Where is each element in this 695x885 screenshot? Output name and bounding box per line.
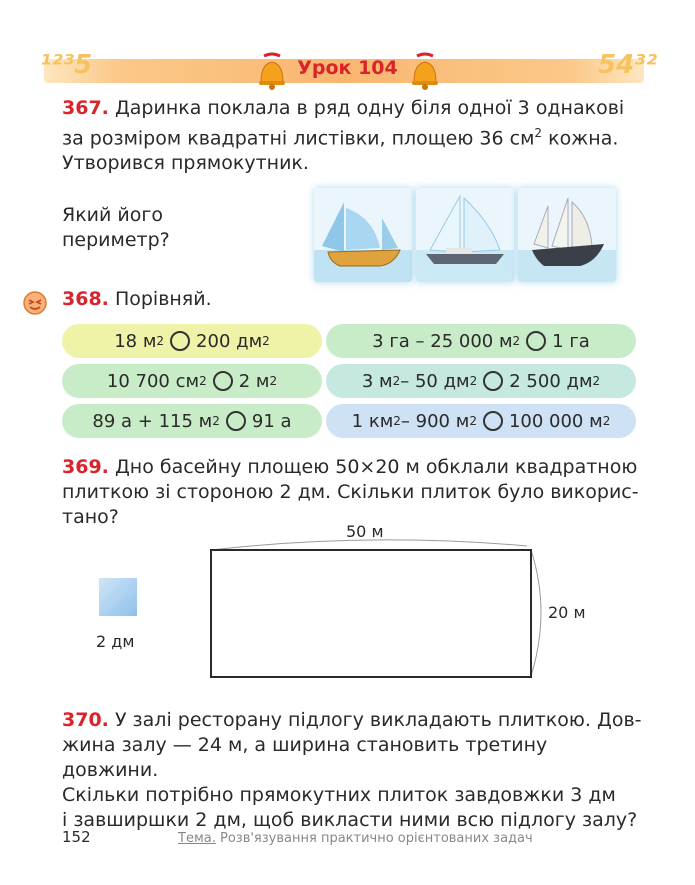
postcard-sailboat-2: [416, 188, 514, 282]
pool-length-label: 50 м: [346, 522, 384, 541]
compare-pill: [326, 364, 636, 398]
sailboat-picture: [314, 188, 412, 282]
superscript: 2: [262, 334, 270, 348]
task-line: Скільки потрібно прямокутних плиток завдовжки 3 дм: [62, 784, 616, 806]
superscript: 2: [469, 374, 478, 388]
compare-circle[interactable]: [483, 411, 503, 431]
task-369-text: [62, 455, 642, 530]
task-line: жина залу — 24 м, а ширина становить третину довжини.: [62, 734, 548, 781]
compare-pill: [326, 404, 636, 438]
expr-left: 89 а + 115 м: [92, 410, 213, 432]
superscript: 2: [512, 334, 521, 348]
superscript: 2: [269, 374, 278, 388]
task-title: Порівняй.: [114, 288, 212, 310]
task-line: і завширшки 2 дм, щоб викласти ними всю підлогу залу?: [62, 809, 638, 831]
postcard-sailboat-1: [314, 188, 412, 282]
task-370-text: [62, 708, 642, 833]
decorative-numbers-right: 54³²: [598, 50, 657, 80]
compare-circle[interactable]: [526, 331, 546, 351]
task-line: Утворився прямокутник.: [62, 152, 309, 175]
task-number: 369.: [62, 456, 109, 478]
postcard-sailboat-3: [518, 188, 616, 282]
expr-left: 10 700 см: [106, 370, 200, 392]
superscript: 2: [392, 374, 401, 388]
sailboat-picture: [416, 188, 514, 282]
expr-right: 1 га: [552, 330, 590, 352]
tile-size-label: 2 дм: [96, 632, 135, 651]
expr-left: 18 м: [114, 330, 157, 352]
expr-left: 1 км: [351, 410, 394, 432]
task-number: 367.: [62, 97, 109, 119]
compare-pill: [326, 324, 636, 358]
smiley-icon: [22, 290, 48, 316]
compare-pill: [62, 324, 322, 358]
expr-right: 200 дм: [196, 330, 263, 352]
expr-left: – 50 дм: [400, 370, 470, 392]
superscript: 2: [393, 414, 401, 428]
topic-label: Тема.: [178, 831, 216, 846]
compare-circle[interactable]: [483, 371, 503, 391]
compare-pill: [62, 404, 322, 438]
task-367-question: [62, 203, 170, 253]
task-line: плиткою зі стороною 2 дм. Скільки плиток було викорис-: [62, 481, 639, 503]
task-line: за розміром квадратні листівки, площею 36 см: [62, 127, 535, 150]
topic-text: Розв'язування практично орієнтованих задач: [215, 831, 533, 846]
superscript: 2: [199, 374, 207, 388]
task-line: Дно басейну площею 50×20 м обклали квадратною: [114, 456, 638, 478]
task-number: 370.: [62, 709, 109, 731]
task-number: 368.: [62, 288, 109, 310]
task-line: У залі ресторану підлогу викладають плиткою. Дов-: [114, 709, 642, 731]
task-line: кожна.: [542, 127, 619, 150]
tile-square: [99, 578, 137, 616]
task-367-text: [62, 96, 642, 176]
task-368-title: [62, 287, 212, 312]
task-line: тано?: [62, 506, 119, 528]
expr-right: 91 а: [251, 410, 292, 432]
bell-icon-right: [408, 52, 442, 90]
superscript: 2: [469, 414, 477, 428]
decorative-numbers-left: ¹²³5: [40, 50, 93, 80]
lesson-title: Урок 104: [297, 57, 398, 79]
compare-circle[interactable]: [226, 411, 246, 431]
page-number: 152: [62, 828, 91, 846]
expr-right: 2 м: [238, 370, 270, 392]
footer-topic: [178, 831, 533, 846]
task-line: Даринка поклала в ряд одну біля одної 3 однакові: [114, 97, 625, 119]
superscript: 2: [534, 126, 543, 140]
expr-left: – 900 м: [400, 410, 470, 432]
compare-circle[interactable]: [170, 331, 190, 351]
superscript: 2: [592, 374, 601, 388]
expr-left: 3 м: [361, 370, 393, 392]
question-line: периметр?: [62, 229, 170, 251]
sailboat-picture: [518, 188, 616, 282]
expr-right: 2 500 дм: [509, 370, 593, 392]
superscript: 2: [602, 414, 611, 428]
superscript: 2: [156, 334, 165, 348]
question-line: Який його: [62, 204, 163, 226]
superscript: 2: [212, 414, 220, 428]
expr-right: 100 000 м: [508, 410, 603, 432]
expr-left: 3 га – 25 000 м: [372, 330, 513, 352]
pool-diagram: [205, 538, 555, 688]
compare-circle[interactable]: [213, 371, 233, 391]
compare-pill: [62, 364, 322, 398]
pool-width-label: 20 м: [548, 603, 586, 622]
